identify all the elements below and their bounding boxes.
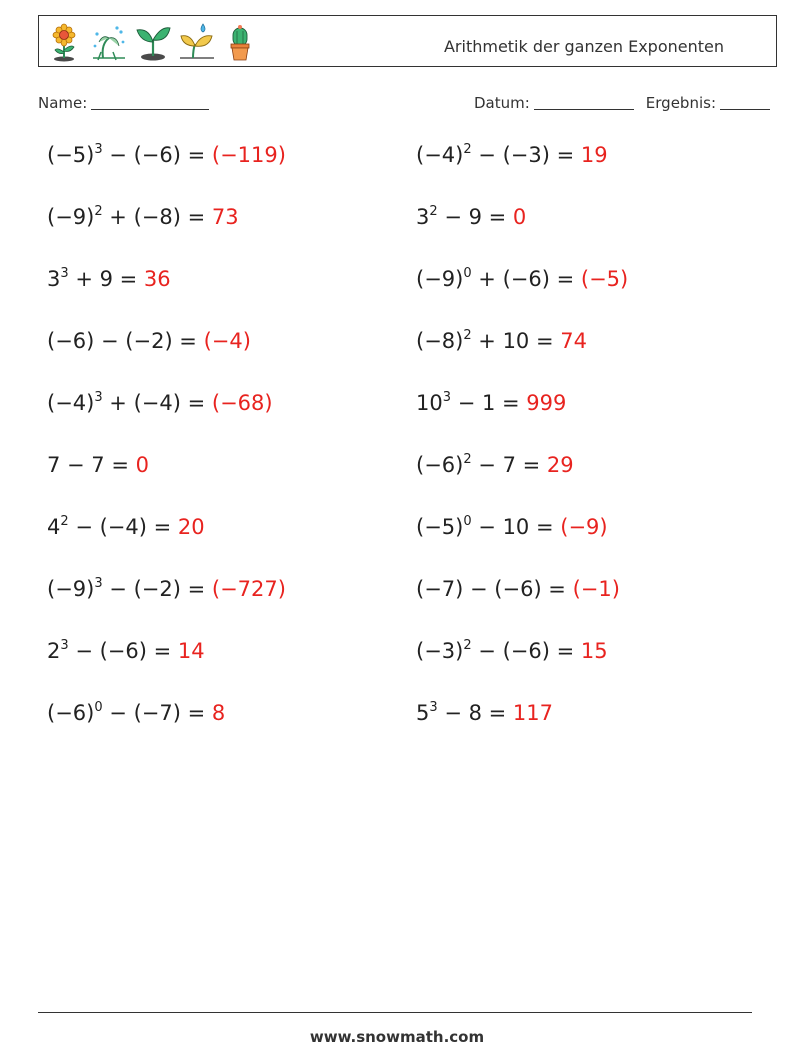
problem-base: (−4) xyxy=(416,143,464,167)
problem-left xyxy=(47,515,205,539)
problem-exponent: 3 xyxy=(94,576,103,591)
problem-row xyxy=(47,515,767,555)
problem-right xyxy=(416,515,608,539)
problem-answer: 14 xyxy=(177,639,205,663)
problem-row xyxy=(47,577,767,617)
problem-operation: − (−2) = xyxy=(102,577,212,601)
problem-exponent: 2 xyxy=(463,142,472,157)
problem-exponent: 2 xyxy=(94,204,103,219)
problem-answer: (−1) xyxy=(572,577,620,601)
date-blank[interactable] xyxy=(534,95,634,110)
problem-answer: 8 xyxy=(211,701,226,725)
problem-row xyxy=(47,205,767,245)
problem-exponent: 3 xyxy=(442,390,452,405)
problem-answer: (−9) xyxy=(560,515,608,539)
problem-row xyxy=(47,329,767,369)
problem-base: (−5) xyxy=(47,143,95,167)
problem-operation: + (−4) = xyxy=(102,391,212,415)
problem-base: 10 xyxy=(416,391,443,415)
sunflower-icon xyxy=(47,22,83,62)
problem-right xyxy=(416,329,587,353)
problem-row xyxy=(47,639,767,679)
problem-right xyxy=(416,391,566,415)
problem-left xyxy=(47,701,225,725)
problem-right xyxy=(416,267,628,291)
problem-right xyxy=(416,577,620,601)
date-result-fields xyxy=(474,94,770,112)
problem-answer: 0 xyxy=(135,453,149,477)
problem-exponent: 3 xyxy=(429,700,438,715)
date-label: Datum: xyxy=(474,94,530,112)
problem-exponent: 2 xyxy=(60,514,69,529)
problem-operation: + (−6) = xyxy=(471,267,581,291)
problem-operation: − 1 = xyxy=(451,391,527,415)
problem-operation: − 8 = xyxy=(437,701,513,725)
problem-left xyxy=(47,205,239,229)
problem-right xyxy=(416,143,608,167)
problem-row xyxy=(47,453,767,493)
problem-exponent: 3 xyxy=(60,638,69,653)
problem-exponent: 0 xyxy=(463,514,472,529)
problem-operation: − (−6) = xyxy=(68,639,178,663)
problem-exponent: 3 xyxy=(60,266,69,281)
problem-right xyxy=(416,453,574,477)
problem-answer: (−68) xyxy=(211,391,273,415)
problem-base: (−6) xyxy=(416,453,464,477)
problem-exponent: 3 xyxy=(94,390,103,405)
problem-base: (−9) xyxy=(47,577,95,601)
problem-answer: 15 xyxy=(580,639,608,663)
problem-exponent: 0 xyxy=(463,266,472,281)
sprout-icon xyxy=(135,22,171,62)
problem-operation: − 7 = xyxy=(471,453,547,477)
name-label: Name: xyxy=(38,94,88,112)
problem-row xyxy=(47,391,767,431)
problem-answer: 20 xyxy=(177,515,205,539)
problem-answer: 73 xyxy=(211,205,239,229)
problem-operation: − (−7) = xyxy=(102,701,212,725)
problem-base: 3 xyxy=(416,205,430,229)
worksheet-header xyxy=(38,15,777,67)
problem-operation: + 9 = xyxy=(68,267,144,291)
problem-left xyxy=(47,391,273,415)
problem-exponent: 3 xyxy=(94,142,103,157)
problem-left xyxy=(47,453,149,477)
problem-left xyxy=(47,639,205,663)
seedling-water-icon xyxy=(179,22,215,62)
problem-base: (−9) xyxy=(416,267,464,291)
problem-answer: 0 xyxy=(512,205,527,229)
problem-exponent: 2 xyxy=(463,638,472,653)
header-icons xyxy=(47,22,259,62)
problem-answer: 999 xyxy=(526,391,567,415)
problem-exponent: 2 xyxy=(429,204,438,219)
problem-row xyxy=(47,267,767,307)
footer-url: www.snowmath.com xyxy=(309,1028,485,1046)
problem-row xyxy=(47,143,767,183)
problem-answer: 19 xyxy=(580,143,608,167)
problem-answer: (−5) xyxy=(580,267,629,291)
problem-answer: 36 xyxy=(143,267,171,291)
problem-base: (−6) − (−2) = xyxy=(47,329,204,353)
problem-base: 5 xyxy=(416,701,430,725)
name-field xyxy=(38,94,209,112)
problem-operation: − (−6) = xyxy=(471,639,581,663)
problem-base: (−5) xyxy=(416,515,464,539)
problem-right xyxy=(416,701,553,725)
problem-answer: 117 xyxy=(512,701,554,725)
cactus-pot-icon xyxy=(223,22,259,62)
result-label: Ergebnis: xyxy=(645,94,716,112)
problem-base: 2 xyxy=(47,639,61,663)
problem-base: (−3) xyxy=(416,639,464,663)
problem-operation: + (−8) = xyxy=(102,205,212,229)
problem-base: (−8) xyxy=(416,329,464,353)
problem-base: (−6) xyxy=(47,701,95,725)
problem-right xyxy=(416,639,608,663)
problem-left xyxy=(47,267,171,291)
problem-base: 4 xyxy=(47,515,61,539)
problem-operation: − (−4) = xyxy=(68,515,178,539)
problem-operation: − (−6) = xyxy=(102,143,212,167)
problem-answer: 74 xyxy=(560,329,587,353)
footer-divider xyxy=(38,1012,752,1013)
problem-left xyxy=(47,329,251,353)
problem-row xyxy=(47,701,767,741)
problem-exponent: 0 xyxy=(94,700,103,715)
problem-answer: (−119) xyxy=(211,143,286,167)
problem-answer: 29 xyxy=(546,453,574,477)
problem-base: (−4) xyxy=(47,391,95,415)
watering-plant-icon xyxy=(91,22,127,62)
problem-operation: − (−3) = xyxy=(471,143,581,167)
problem-operation: − 10 = xyxy=(471,515,561,539)
result-blank[interactable] xyxy=(720,95,770,110)
problem-base: 3 xyxy=(47,267,61,291)
problem-left xyxy=(47,577,286,601)
problem-base: 7 − 7 = xyxy=(47,453,136,477)
problem-operation: − 9 = xyxy=(437,205,513,229)
problem-exponent: 2 xyxy=(463,452,472,467)
problem-answer: (−727) xyxy=(211,577,286,601)
name-blank[interactable] xyxy=(91,95,209,110)
problem-operation: + 10 = xyxy=(471,329,561,353)
problem-base: (−7) − (−6) = xyxy=(416,577,573,601)
problem-left xyxy=(47,143,286,167)
problem-base: (−9) xyxy=(47,205,95,229)
problem-right xyxy=(416,205,526,229)
problem-exponent: 2 xyxy=(463,328,472,343)
worksheet-title: Arithmetik der ganzen Exponenten xyxy=(443,37,724,56)
problem-answer: (−4) xyxy=(203,329,251,353)
